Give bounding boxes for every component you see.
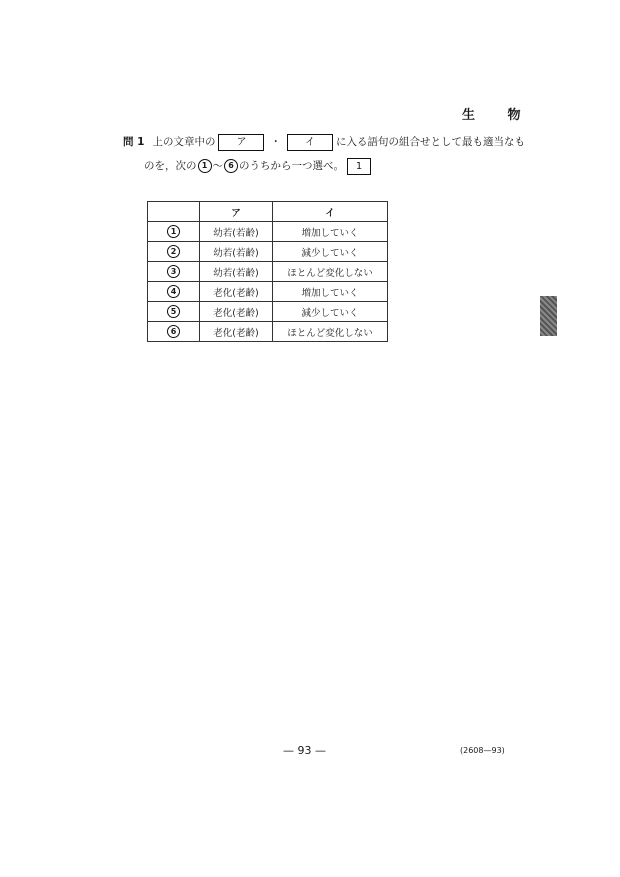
table-row [148, 262, 388, 282]
table-header-row [148, 202, 388, 222]
option-a-cell: 幼若(若齢) [200, 262, 273, 282]
question-text-2b: のうちから一つ選べ。 [239, 160, 344, 172]
option-number: 5 [167, 305, 180, 318]
option-number: 6 [167, 325, 180, 338]
question-text-1a: 上の文章中の [152, 136, 216, 148]
option-a-cell: 幼若(若齢) [200, 222, 273, 242]
header-cell-i: イ [273, 202, 388, 222]
option-num-cell [148, 282, 200, 302]
option-i-cell: 増加していく [273, 222, 388, 242]
table-row [148, 222, 388, 242]
option-number: 1 [167, 225, 180, 238]
option-num-cell [148, 302, 200, 322]
option-i-cell: ほとんど変化しない [273, 262, 388, 282]
range-tilde: ～ [212, 160, 223, 172]
header-cell-num [148, 202, 200, 222]
table-row [148, 242, 388, 262]
option-num-cell [148, 242, 200, 262]
option-number: 2 [167, 245, 180, 258]
option-i-cell: 減少していく [273, 242, 388, 262]
option-num-cell [148, 322, 200, 342]
option-number: 3 [167, 265, 180, 278]
question-line-1 [123, 130, 525, 154]
table-row [148, 302, 388, 322]
option-number: 4 [167, 285, 180, 298]
option-num-cell [148, 222, 200, 242]
range-start-number: 1 [198, 159, 212, 173]
subject-title: 生 物 [462, 108, 535, 123]
option-i-cell: 減少していく [273, 302, 388, 322]
question-line-2 [123, 154, 513, 178]
option-a-cell: 老化(老齢) [200, 322, 273, 342]
answer-box: 1 [347, 158, 371, 175]
option-a-cell: 幼若(若齢) [200, 242, 273, 262]
page-number: — 93 — [283, 744, 326, 757]
question-text-2a: のを，次の [144, 160, 197, 172]
section-side-tab [540, 296, 557, 336]
option-a-cell: 老化(老齢) [200, 282, 273, 302]
option-i-cell: ほとんど変化しない [273, 322, 388, 342]
blank-a: ア [218, 134, 264, 151]
blank-i: イ [287, 134, 333, 151]
range-end-number: 6 [224, 159, 238, 173]
option-a-cell: 老化(老齢) [200, 302, 273, 322]
option-i-cell: 増加していく [273, 282, 388, 302]
page-code: (2608—93) [460, 746, 505, 755]
options-table [147, 201, 388, 342]
question-text-1b: に入る語句の組合せとして最も適当なも [335, 136, 525, 148]
blank-separator: ・ [270, 136, 281, 148]
table-row [148, 282, 388, 302]
question-label: 問 1 [123, 136, 145, 148]
question-block [123, 130, 525, 178]
option-num-cell [148, 262, 200, 282]
header-cell-a: ア [200, 202, 273, 222]
table-row [148, 322, 388, 342]
